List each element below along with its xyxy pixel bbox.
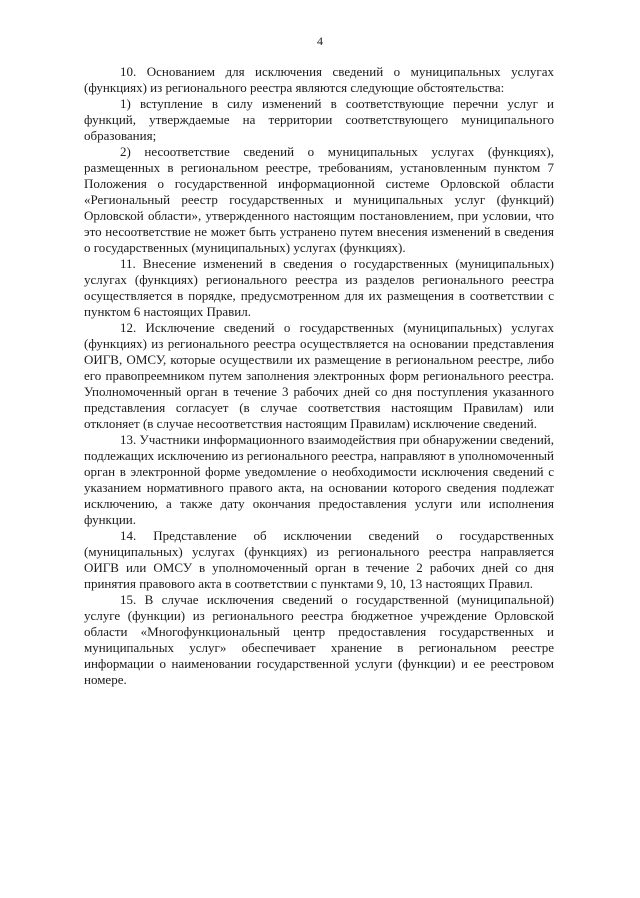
paragraph-10-item-2: 2) несоответствие сведений о муниципальных услугах (функциях), размещенных в региональном реестре, требованиям, установленным пунктом 7 Положения о государственной информационной системе Орловской области «Региональный реестр государственных и муниципальных услуг (функций) Орловской области», утвержденного настоящим постановлением, при условии, что это несоответствие не может быть устранено путем внесения изменений в сведения о государственных (муниципальных) услугах (функциях). [84, 144, 554, 255]
page-number: 4 [317, 34, 323, 48]
paragraph-14: 14. Представление об исключении сведений о государственных (муниципальных) услугах (функциях) из регионального реестра направляется ОИГВ или ОМСУ в уполномоченный орган в течение 2 рабочих дней со дня принятия правового акта в соответствии с пунктами 9, 10, 13 настоящих Правил. [84, 528, 554, 591]
document-body [84, 64, 554, 688]
paragraph-15: 15. В случае исключения сведений о государственной (муниципальной) услуге (функции) из регионального реестра бюджетное учреждение Орловской области «Многофункциональный центр предоставления государственных и муниципальных услуг» обеспечивает хранение в региональном реестре информации о наименовании государственной услуги (функции) и ее реестровом номере. [84, 592, 554, 687]
paragraph-11: 11. Внесение изменений в сведения о государственных (муниципальных) услугах (функциях) регионального реестра из разделов регионального реестра осуществляется в порядке, предусмотренном для их размещения в соответствии с пунктом 6 настоящих Правил. [84, 256, 554, 319]
paragraph-10-item-1: 1) вступление в силу изменений в соответствующие перечни услуг и функций, утверждаемые на территории соответствующего муниципального образования; [84, 96, 554, 143]
paragraph-10: 10. Основанием для исключения сведений о муниципальных услугах (функциях) из регионального реестра являются следующие обстоятельства: [84, 64, 554, 95]
paragraph-12: 12. Исключение сведений о государственных (муниципальных) услугах (функциях) из регионального реестра осуществляется на основании представления ОИГВ, ОМСУ, которые осуществили их размещение в региональном реестре, либо его правопреемником путем заполнения электронных форм регионального реестра. Уполномоченный орган в течение 3 рабочих дней со дня поступления указанного представления согласует (в случае соответствия настоящим Правилам) или отклоняет (в случае несоответствия настоящим Правилам) исключение сведений. [84, 320, 554, 431]
paragraph-13: 13. Участники информационного взаимодействия при обнаружении сведений, подлежащих исключению из регионального реестра, направляют в уполномоченный орган в электронной форме уведомление о необходимости исключения сведений с указанием нормативного правого акта, на основании которого сведения подлежат исключению, а также дату окончания предоставления услуги или исполнения функции. [84, 432, 554, 527]
